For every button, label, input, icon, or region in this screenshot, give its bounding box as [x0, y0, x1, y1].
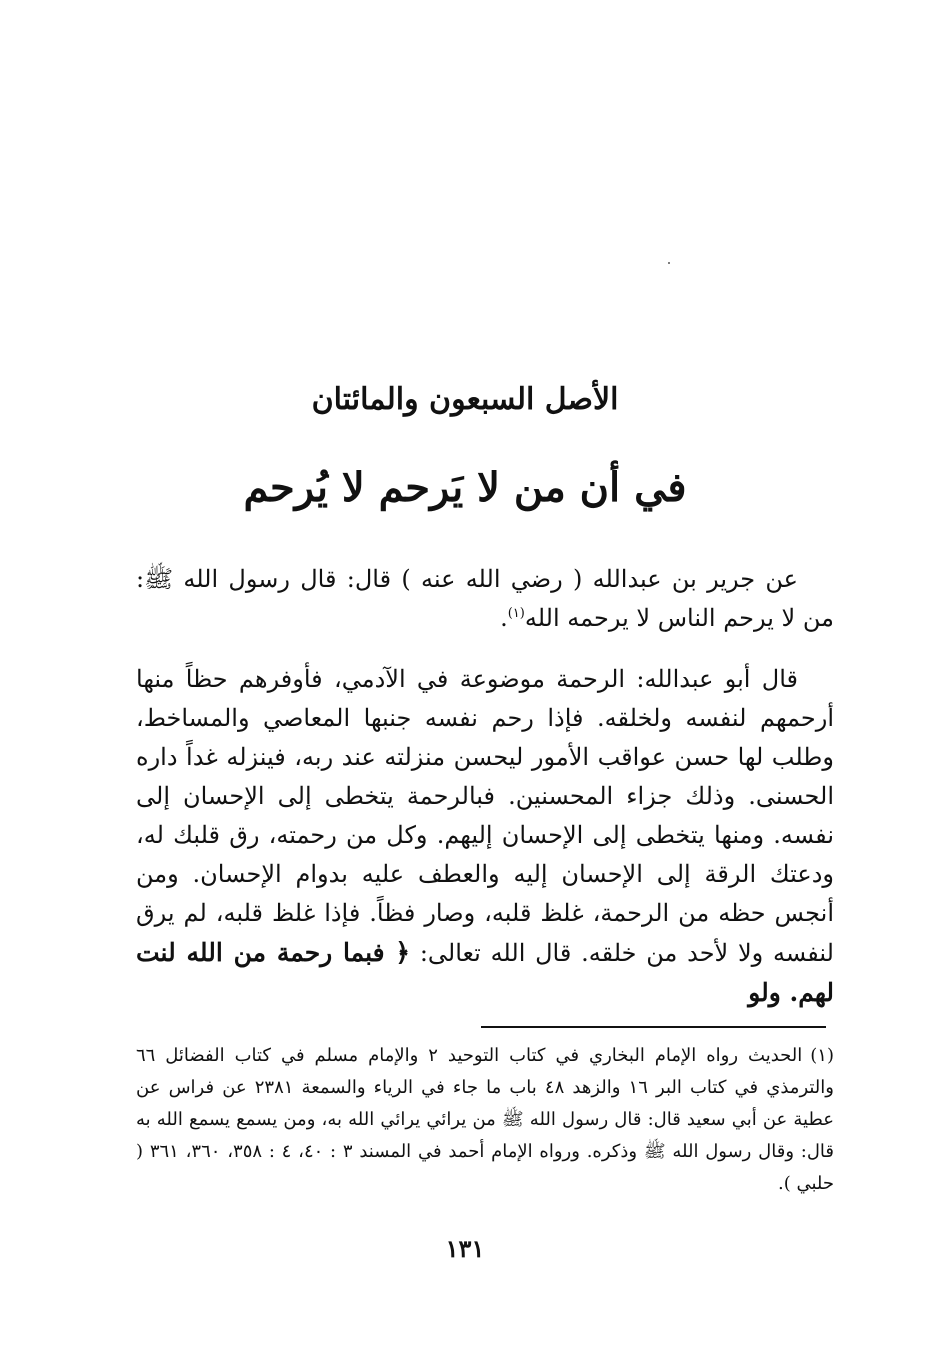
footnote-text: الحديث رواه الإمام البخاري في كتاب التوحيد ٢ والإمام مسلم في كتاب الفضائل ٦٦ والترمذي في كتاب البر ١٦ والزهد ٤٨ باب ما جاء في الرياء والسمعة ٢٣٨١ عن فراس عن عطية عن أبي سعيد قال: قال رسول الله ﷺ من يرائي يرائي الله به، ومن يسمع يسمع الله به قال: وقال رسول الله ﷺ وذكره. ورواه الإمام أحمد في المسند ٣ : ٤٠، ٤ : ٣٥٨، ٣٦٠، ٣٦١ ( حلبي ). — [136, 1045, 835, 1194]
chapter-subtitle: في أن من لا يَرحم لا يُرحم — [243, 464, 687, 511]
footnote-divider — [481, 1026, 826, 1028]
hadith-paragraph — [136, 560, 834, 638]
footnote-number: (١) — [810, 1045, 834, 1066]
commentary-text: قال أبو عبدالله: الرحمة موضوعة في الآدمي، فأوفرهم حظاً منها أرحمهم لنفسه ولخلقه. فإذا رحم نفسه جنبها المعاصي والمساخط، وطلب لها حسن عواقب الأمور ليحسن منزلته عند ربه، فينزله غداً داره الحسنى. وذلك جزاء المحسنين. فبالرحمة يتخطى إلى الإحسان إلى نفسه. ومنها يتخطى إلى الإحسان إليهم. وكل من رحمته، رق قلبك له، ودعتك الرقة إلى الإحسان إليه والعطف عليه بدوام الإحسان. ومن أنجس حظه من الرحمة، غلظ قلبه، وصار فظاً. فإذا غلظ قلبه، لم يرق لنفسه ولا لأحد من خلقه. قال الله تعالى: — [136, 665, 835, 967]
page-number: ١٣١ — [445, 1234, 485, 1263]
chapter-title: الأصل السبعون والمائتان — [311, 382, 619, 417]
hadith-text: عن جرير بن عبدالله ( رضي الله عنه ) قال: قال رسول الله ﷺ: من لا يرحم الناس لا يرحمه الله — [136, 565, 834, 632]
hadith-end-mark: . — [500, 604, 508, 632]
commentary-paragraph — [136, 660, 834, 1013]
footnote — [136, 1040, 834, 1200]
footnote-reference[interactable]: (١) — [507, 606, 525, 621]
quran-verse: ﴿ فبما رحمة من الله لنت لهم. ولو — [136, 938, 834, 1007]
scan-speck — [668, 262, 670, 264]
